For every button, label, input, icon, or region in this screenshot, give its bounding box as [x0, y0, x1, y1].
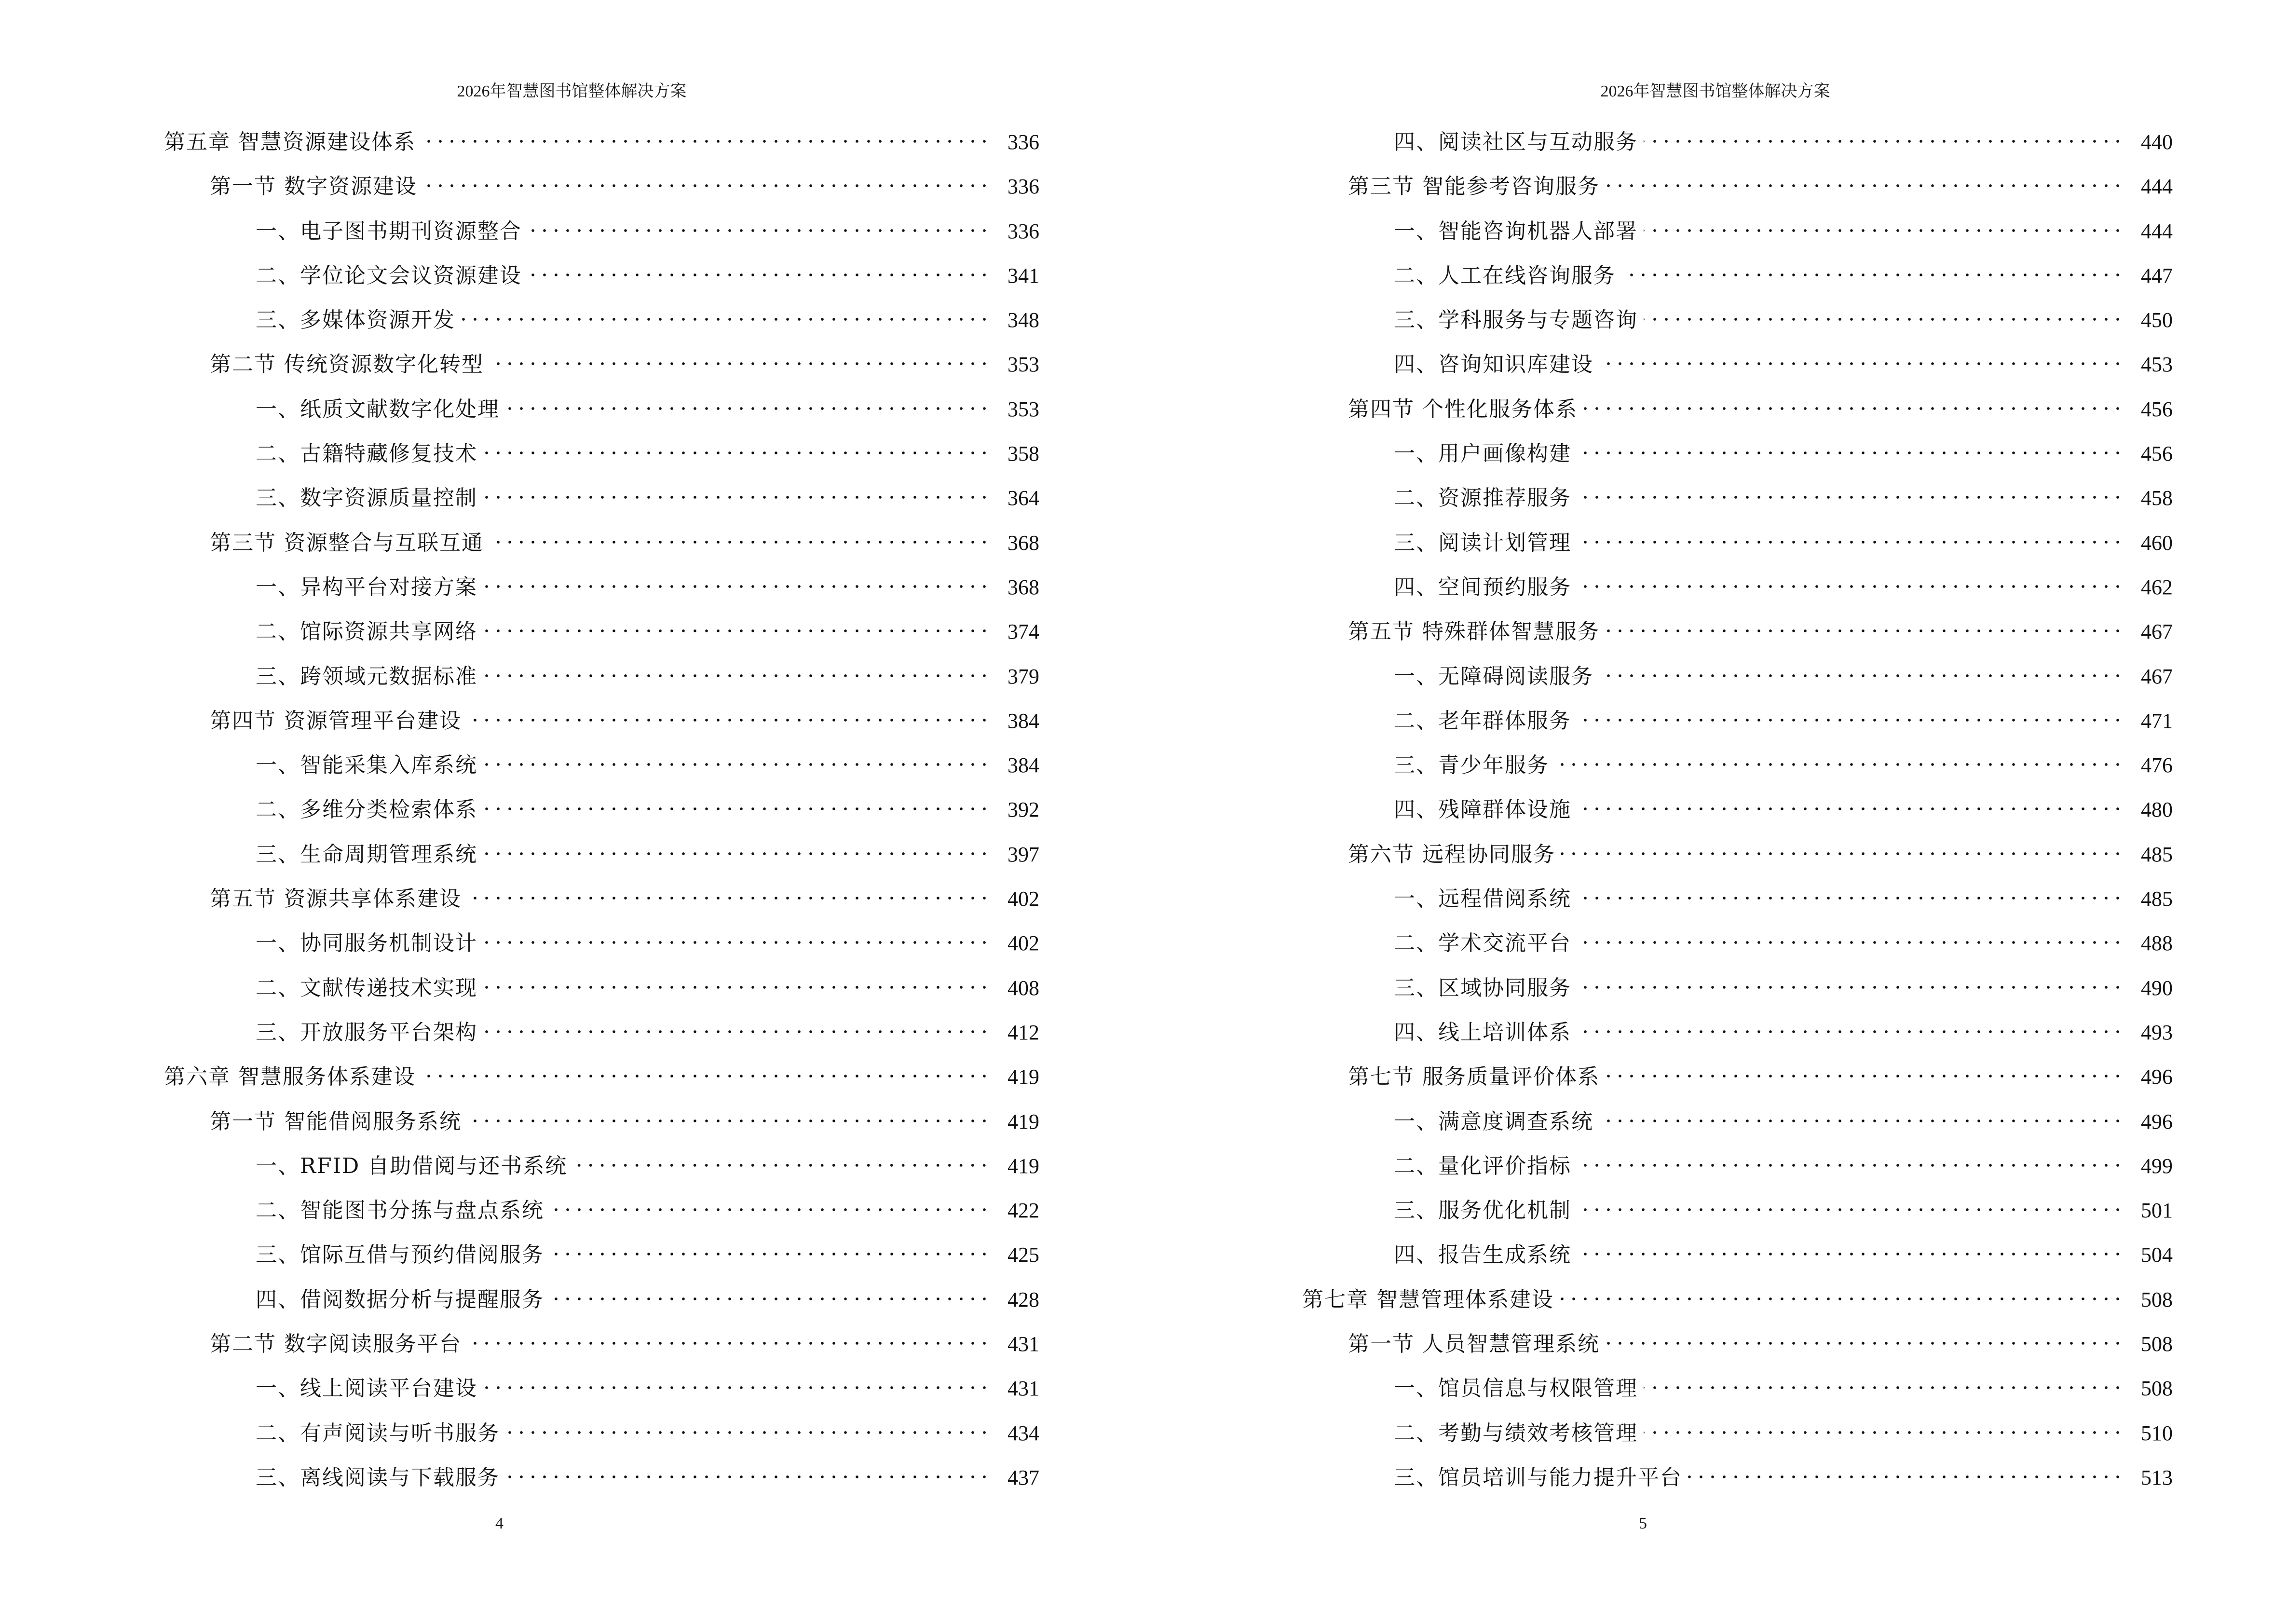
toc-entry-title: 二、文献传递技术实现 — [256, 975, 477, 1000]
dot-leader — [483, 964, 990, 995]
dot-leader — [550, 1187, 990, 1217]
dot-leader — [1577, 474, 2124, 505]
toc-entry-page-number: 453 — [2141, 353, 2173, 377]
toc-entry-title: 第一节 智能借阅服务系统 — [210, 1109, 462, 1134]
dot-leader — [1599, 1098, 2124, 1129]
toc-entry-chapter[interactable] — [164, 1053, 1039, 1097]
toc-entry-subsection[interactable] — [1302, 118, 2173, 163]
toc-entry-page-number: 456 — [2141, 442, 2173, 466]
dot-leader — [483, 430, 990, 461]
toc-entry-subsection[interactable] — [1302, 519, 2173, 563]
dot-leader — [483, 786, 990, 817]
toc-entry-page-number: 379 — [1007, 664, 1039, 688]
toc-entry-subsection[interactable] — [164, 831, 1039, 875]
toc-entry-subsection[interactable] — [164, 207, 1039, 252]
dot-leader — [1577, 1187, 2124, 1217]
toc-entry-title: 第六章 智慧服务体系建设 — [164, 1064, 416, 1090]
toc-entry-page-number: 485 — [2141, 842, 2173, 866]
toc-entry-page-number: 450 — [2141, 308, 2173, 332]
toc-entry-page-number: 431 — [1007, 1332, 1039, 1356]
toc-entry-title: 一、异构平台对接方案 — [256, 574, 477, 600]
dot-leader — [1606, 1053, 2124, 1084]
toc-entry-section[interactable] — [164, 1320, 1039, 1365]
running-header: 2026年智慧图书馆整体解决方案 — [457, 82, 687, 100]
dot-leader — [467, 1320, 990, 1351]
toc-entry-subsection[interactable] — [164, 1231, 1039, 1275]
toc-entry-title: 第三节 智能参考咨询服务 — [1348, 174, 1600, 199]
dot-leader — [1621, 252, 2124, 283]
dot-leader — [1583, 385, 2124, 416]
toc-entry-title: 三、生命周期管理系统 — [256, 842, 477, 867]
toc-entry-subsection[interactable] — [1302, 1142, 2173, 1187]
dot-leader — [505, 1454, 990, 1485]
toc-entry-page-number: 397 — [1007, 842, 1039, 866]
dot-leader — [1577, 1231, 2124, 1262]
toc-entry-title: 三、馆员培训与能力提升平台 — [1394, 1465, 1682, 1490]
dot-leader — [1644, 118, 2124, 149]
toc-entry-title: 一、协同服务机制设计 — [256, 931, 477, 956]
toc-entry-title: 三、青少年服务 — [1394, 753, 1549, 778]
toc-entry-title: 三、离线阅读与下载服务 — [256, 1465, 500, 1490]
toc-entry-title: 第六节 远程协同服务 — [1348, 842, 1555, 867]
toc-entry-page-number: 447 — [2141, 263, 2173, 287]
toc-entry-chapter[interactable] — [164, 118, 1039, 163]
running-header: 2026年智慧图书馆整体解决方案 — [1600, 82, 1830, 100]
toc-entry-section[interactable] — [164, 341, 1039, 385]
toc-entry-subsection[interactable] — [164, 474, 1039, 519]
dot-leader — [1577, 1142, 2124, 1173]
dot-leader — [483, 1009, 990, 1039]
dot-leader — [483, 474, 990, 505]
toc-entry-subsection[interactable] — [164, 1009, 1039, 1053]
toc-entry-subsection[interactable] — [1302, 1231, 2173, 1275]
toc-entry-section[interactable] — [164, 875, 1039, 919]
dot-leader — [422, 118, 990, 149]
toc-entry-page-number: 336 — [1007, 130, 1039, 154]
dot-leader — [1606, 1320, 2124, 1351]
toc-entry-subsection[interactable] — [164, 964, 1039, 1009]
toc-entry-title: 一、线上阅读平台建设 — [256, 1376, 477, 1401]
toc-entry-title: 二、有声阅读与听书服务 — [256, 1420, 500, 1446]
toc-entry-subsection[interactable] — [164, 252, 1039, 296]
toc-entry-subsection[interactable] — [164, 563, 1039, 608]
dot-leader — [483, 608, 990, 639]
toc-entry-page-number: 444 — [2141, 175, 2173, 199]
toc-list — [164, 118, 1039, 1498]
toc-entry-subsection[interactable] — [1302, 1454, 2173, 1498]
dot-leader — [528, 207, 990, 238]
toc-entry-page-number: 508 — [2141, 1377, 2173, 1401]
dot-leader — [1644, 296, 2124, 327]
toc-entry-title: 第七章 智慧管理体系建设 — [1302, 1287, 1554, 1312]
toc-entry-page-number: 460 — [2141, 531, 2173, 555]
toc-entry-page-number: 336 — [1007, 175, 1039, 199]
toc-entry-subsection[interactable] — [164, 1365, 1039, 1409]
dot-leader — [483, 653, 990, 683]
dot-leader — [1577, 430, 2124, 461]
toc-entry-title: 二、老年群体服务 — [1394, 708, 1571, 733]
toc-entry-title: 二、学位论文会议资源建设 — [256, 263, 522, 288]
toc-entry-page-number: 496 — [2141, 1109, 2173, 1133]
dot-leader — [1577, 786, 2124, 817]
toc-entry-title: 第二节 传统资源数字化转型 — [210, 352, 484, 377]
dot-leader — [483, 919, 990, 950]
toc-entry-title: 三、馆际互借与预约借阅服务 — [256, 1242, 544, 1268]
toc-entry-subsection[interactable] — [164, 1276, 1039, 1320]
toc-entry-title: 二、学术交流平台 — [1394, 931, 1571, 956]
toc-entry-title: 二、量化评价指标 — [1394, 1153, 1571, 1178]
toc-entry-section[interactable] — [1302, 608, 2173, 652]
toc-entry-subsection[interactable] — [164, 653, 1039, 697]
toc-entry-page-number: 412 — [1007, 1020, 1039, 1044]
toc-entry-chapter[interactable] — [1302, 1276, 2173, 1320]
toc-entry-page-number: 496 — [2141, 1065, 2173, 1089]
toc-entry-page-number: 471 — [2141, 709, 2173, 733]
toc-entry-subsection[interactable] — [1302, 1009, 2173, 1053]
toc-entry-page-number: 508 — [2141, 1332, 2173, 1356]
toc-entry-subsection[interactable] — [1302, 252, 2173, 296]
toc-entry-page-number: 402 — [1007, 887, 1039, 911]
toc-entry-page-number: 428 — [1007, 1287, 1039, 1311]
toc-entry-subsection[interactable] — [164, 608, 1039, 652]
toc-entry-subsection[interactable] — [1302, 1098, 2173, 1142]
toc-entry-page-number: 419 — [1007, 1154, 1039, 1178]
dot-leader — [1606, 608, 2124, 639]
toc-entry-subsection[interactable] — [164, 919, 1039, 964]
dot-leader — [483, 831, 990, 861]
dot-leader — [483, 1365, 990, 1395]
toc-entry-section[interactable] — [1302, 831, 2173, 875]
toc-entry-subsection[interactable] — [1302, 964, 2173, 1009]
toc-entry-title: 一、馆员信息与权限管理 — [1394, 1376, 1638, 1401]
dot-leader — [550, 1276, 990, 1307]
toc-list — [1302, 118, 2173, 1498]
toc-entry-title: 第四节 资源管理平台建设 — [210, 708, 462, 733]
toc-entry-page-number: 508 — [2141, 1287, 2173, 1311]
toc-entry-title: 三、阅读计划管理 — [1394, 530, 1571, 555]
toc-entry-page-number: 374 — [1007, 620, 1039, 644]
toc-entry-page-number: 467 — [2141, 620, 2173, 644]
toc-entry-page-number: 348 — [1007, 308, 1039, 332]
toc-page-right — [1144, 0, 2287, 1624]
dot-leader — [461, 296, 990, 327]
dot-leader — [483, 741, 990, 772]
dot-leader — [1644, 207, 2124, 238]
dot-leader — [1688, 1454, 2124, 1485]
toc-entry-section[interactable] — [164, 1098, 1039, 1142]
toc-entry-page-number: 431 — [1007, 1377, 1039, 1401]
dot-leader — [505, 385, 990, 416]
toc-entry-page-number: 490 — [2141, 976, 2173, 1000]
toc-entry-page-number: 499 — [2141, 1154, 2173, 1178]
toc-entry-title: 三、学科服务与专题咨询 — [1394, 308, 1638, 333]
dot-leader — [1577, 964, 2124, 995]
toc-entry-title: 一、用户画像构建 — [1394, 441, 1571, 466]
dot-leader — [505, 1409, 990, 1440]
dot-leader — [1577, 1009, 2124, 1039]
toc-entry-title: 二、古籍特藏修复技术 — [256, 441, 477, 466]
toc-entry-page-number: 510 — [2141, 1421, 2173, 1445]
toc-entry-subsection[interactable] — [164, 1187, 1039, 1231]
toc-entry-title: 二、考勤与绩效考核管理 — [1394, 1420, 1638, 1446]
toc-entry-subsection[interactable] — [164, 1454, 1039, 1498]
toc-entry-subsection[interactable] — [164, 1409, 1039, 1454]
toc-entry-subsection[interactable] — [1302, 474, 2173, 519]
toc-entry-section[interactable] — [1302, 1053, 2173, 1097]
toc-entry-subsection[interactable] — [1302, 563, 2173, 608]
toc-entry-title: 四、残障群体设施 — [1394, 797, 1571, 822]
toc-entry-subsection[interactable] — [1302, 296, 2173, 341]
toc-entry-title: 三、数字资源质量控制 — [256, 486, 477, 511]
toc-entry-subsection[interactable] — [164, 1142, 1039, 1187]
toc-entry-page-number: 419 — [1007, 1065, 1039, 1089]
toc-entry-page-number: 368 — [1007, 575, 1039, 599]
toc-entry-subsection[interactable] — [1302, 1187, 2173, 1231]
dot-leader — [1644, 1409, 2124, 1440]
toc-entry-page-number: 419 — [1007, 1109, 1039, 1133]
toc-entry-page-number: 425 — [1007, 1243, 1039, 1267]
toc-entry-page-number: 364 — [1007, 486, 1039, 510]
dot-leader — [528, 252, 990, 283]
toc-entry-page-number: 485 — [2141, 887, 2173, 911]
dot-leader — [1561, 831, 2124, 861]
toc-entry-title: 四、借阅数据分析与提醒服务 — [256, 1287, 544, 1312]
toc-entry-subsection[interactable] — [1302, 430, 2173, 474]
toc-entry-subsection[interactable] — [1302, 875, 2173, 919]
toc-entry-page-number: 384 — [1007, 709, 1039, 733]
dot-leader — [490, 341, 990, 371]
dot-leader — [1577, 875, 2124, 906]
toc-entry-subsection[interactable] — [1302, 1409, 2173, 1454]
toc-entry-page-number: 341 — [1007, 263, 1039, 287]
toc-entry-subsection[interactable] — [164, 296, 1039, 341]
toc-entry-title: 第二节 数字阅读服务平台 — [210, 1332, 462, 1357]
toc-entry-page-number: 392 — [1007, 798, 1039, 822]
dot-leader — [490, 519, 990, 550]
toc-entry-subsection[interactable] — [164, 786, 1039, 830]
toc-entry-title: 一、智能咨询机器人部署 — [1394, 218, 1638, 244]
page-number: 5 — [1639, 1515, 1647, 1532]
toc-entry-title: 第一节 人员智慧管理系统 — [1348, 1332, 1600, 1357]
toc-entry-page-number: 353 — [1007, 353, 1039, 377]
toc-entry-subsection[interactable] — [164, 385, 1039, 430]
toc-entry-title: 三、区域协同服务 — [1394, 975, 1571, 1000]
toc-entry-page-number: 456 — [2141, 397, 2173, 421]
toc-entry-section[interactable] — [164, 163, 1039, 207]
toc-entry-section[interactable] — [1302, 163, 2173, 207]
toc-entry-subsection[interactable] — [164, 741, 1039, 786]
toc-entry-subsection[interactable] — [1302, 653, 2173, 697]
toc-entry-title: 一、电子图书期刊资源整合 — [256, 218, 522, 244]
toc-entry-title: 二、多维分类检索体系 — [256, 797, 477, 822]
toc-entry-title: 二、馆际资源共享网络 — [256, 619, 477, 644]
dot-leader — [1560, 1276, 2124, 1307]
toc-entry-title: 一、智能采集入库系统 — [256, 753, 477, 778]
toc-entry-page-number: 493 — [2141, 1020, 2173, 1044]
toc-entry-title: 第五章 智慧资源建设体系 — [164, 130, 416, 154]
dot-leader — [483, 563, 990, 594]
toc-entry-page-number: 476 — [2141, 753, 2173, 778]
toc-entry-title: 第七节 服务质量评价体系 — [1348, 1064, 1600, 1090]
dot-leader — [423, 163, 990, 193]
toc-entry-page-number: 462 — [2141, 575, 2173, 599]
toc-entry-page-number: 408 — [1007, 976, 1039, 1000]
toc-entry-section[interactable] — [164, 697, 1039, 741]
toc-entry-subsection[interactable] — [1302, 786, 2173, 830]
toc-entry-title: 三、服务优化机制 — [1394, 1198, 1571, 1223]
toc-entry-title: 一、远程借阅系统 — [1394, 887, 1571, 912]
toc-entry-page-number: 353 — [1007, 397, 1039, 421]
toc-entry-title: 第三节 资源整合与互联互通 — [210, 530, 484, 555]
toc-entry-title: 四、空间预约服务 — [1394, 574, 1571, 600]
toc-entry-subsection[interactable] — [1302, 1365, 2173, 1409]
dot-leader — [573, 1142, 990, 1173]
dot-leader — [1555, 741, 2124, 772]
dot-leader — [1577, 519, 2124, 550]
dot-leader — [550, 1231, 990, 1262]
dot-leader — [467, 1098, 990, 1129]
toc-entry-title: 四、线上培训体系 — [1394, 1020, 1571, 1045]
toc-entry-page-number: 513 — [2141, 1465, 2173, 1489]
toc-entry-subsection[interactable] — [164, 430, 1039, 474]
page-number: 4 — [495, 1515, 504, 1532]
toc-entry-title: 三、多媒体资源开发 — [256, 308, 455, 333]
dot-leader — [467, 697, 990, 728]
toc-entry-title: 一、无障碍阅读服务 — [1394, 664, 1593, 689]
toc-entry-page-number: 368 — [1007, 531, 1039, 555]
toc-entry-page-number: 467 — [2141, 664, 2173, 688]
dot-leader — [467, 875, 990, 906]
toc-entry-page-number: 434 — [1007, 1421, 1039, 1445]
toc-entry-title: 二、人工在线咨询服务 — [1394, 263, 1616, 288]
toc-entry-subsection[interactable] — [1302, 741, 2173, 786]
toc-entry-title: 四、咨询知识库建设 — [1394, 352, 1593, 377]
toc-entry-title: 四、阅读社区与互动服务 — [1394, 130, 1638, 154]
toc-entry-title: 三、跨领域元数据标准 — [256, 664, 477, 689]
toc-entry-page-number: 501 — [2141, 1199, 2173, 1223]
toc-entry-title: 第五节 特殊群体智慧服务 — [1348, 619, 1600, 644]
toc-entry-page-number: 480 — [2141, 798, 2173, 822]
toc-entry-title: 第五节 资源共享体系建设 — [210, 887, 462, 912]
toc-entry-page-number: 384 — [1007, 753, 1039, 778]
toc-entry-section[interactable] — [164, 519, 1039, 563]
toc-entry-section[interactable] — [1302, 1320, 2173, 1365]
toc-entry-subsection[interactable] — [1302, 207, 2173, 252]
dot-leader — [1606, 163, 2124, 193]
toc-entry-title: 三、开放服务平台架构 — [256, 1020, 477, 1045]
toc-entry-subsection[interactable] — [1302, 919, 2173, 964]
dot-leader — [1599, 341, 2124, 371]
dot-leader — [1577, 563, 2124, 594]
dot-leader — [1599, 653, 2124, 683]
toc-entry-title: 一、纸质文献数字化处理 — [256, 396, 500, 422]
toc-entry-page-number: 488 — [2141, 931, 2173, 955]
dot-leader — [1644, 1365, 2124, 1395]
toc-entry-page-number: 402 — [1007, 931, 1039, 955]
toc-entry-page-number: 336 — [1007, 219, 1039, 243]
toc-entry-subsection[interactable] — [1302, 697, 2173, 741]
toc-entry-title: 第一节 数字资源建设 — [210, 174, 417, 199]
toc-entry-subsection[interactable] — [1302, 341, 2173, 385]
toc-entry-title: 第四节 个性化服务体系 — [1348, 396, 1578, 422]
dot-leader — [1577, 697, 2124, 728]
toc-entry-page-number: 358 — [1007, 442, 1039, 466]
toc-entry-page-number: 458 — [2141, 486, 2173, 510]
toc-entry-title: 一、RFID 自助借阅与还书系统 — [256, 1153, 568, 1178]
dot-leader — [422, 1053, 990, 1084]
toc-entry-page-number: 440 — [2141, 130, 2173, 154]
dot-leader — [1577, 919, 2124, 950]
toc-entry-page-number: 444 — [2141, 219, 2173, 243]
toc-entry-page-number: 422 — [1007, 1199, 1039, 1223]
toc-entry-page-number: 504 — [2141, 1243, 2173, 1267]
toc-entry-title: 四、报告生成系统 — [1394, 1242, 1571, 1268]
toc-entry-page-number: 437 — [1007, 1465, 1039, 1489]
toc-entry-section[interactable] — [1302, 385, 2173, 430]
toc-entry-title: 二、资源推荐服务 — [1394, 486, 1571, 511]
toc-entry-title: 二、智能图书分拣与盘点系统 — [256, 1198, 544, 1223]
toc-entry-title: 一、满意度调查系统 — [1394, 1109, 1593, 1134]
